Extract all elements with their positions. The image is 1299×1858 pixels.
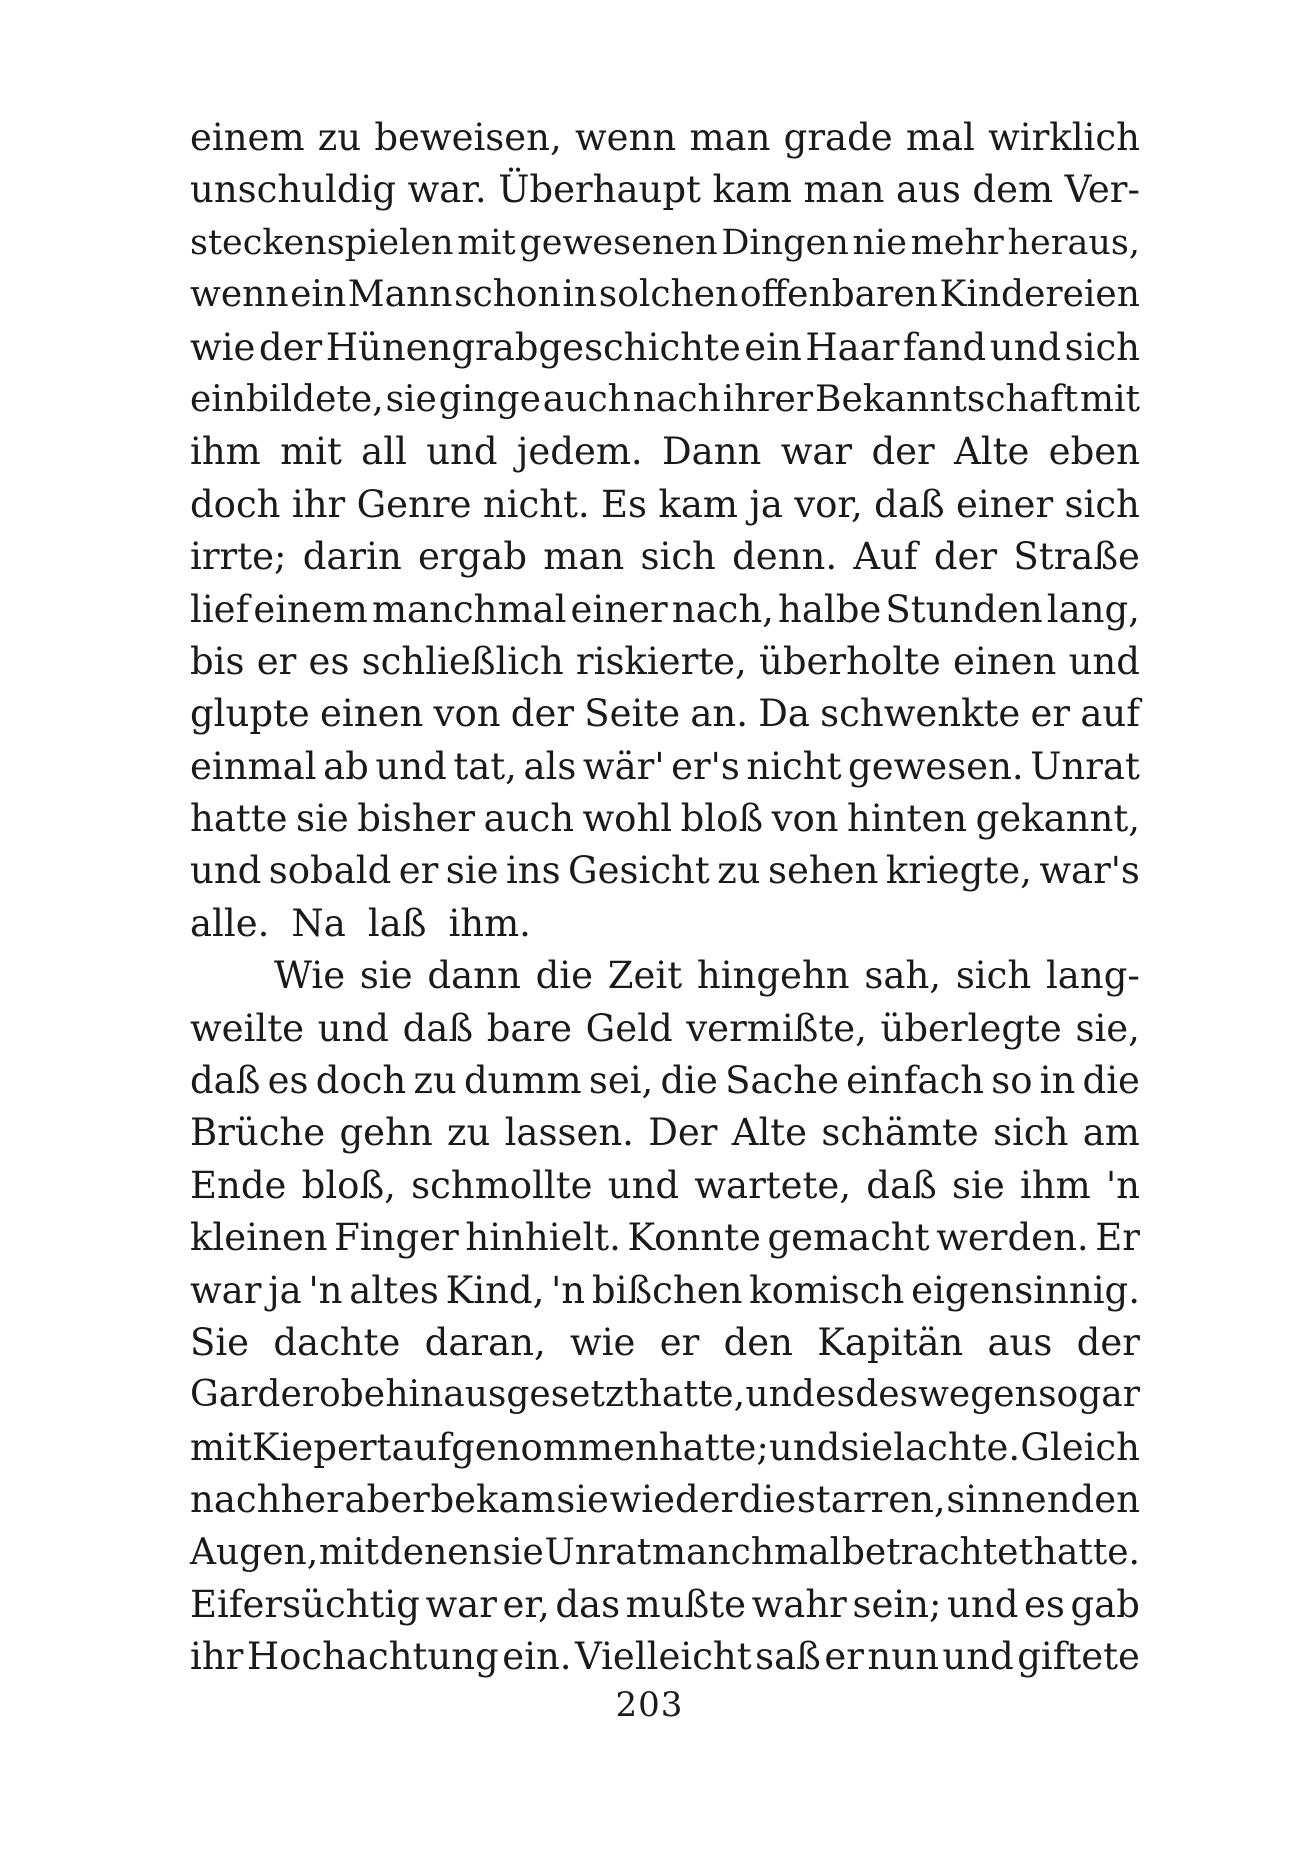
word: sich <box>955 954 1032 998</box>
word: schon <box>454 274 561 316</box>
word: ja <box>268 1268 302 1312</box>
word: war. <box>407 168 487 212</box>
word: mit <box>318 1531 380 1573</box>
word: tat, <box>453 744 517 788</box>
word: irrte; <box>190 535 287 579</box>
word: Bekanntschaft <box>814 378 1078 420</box>
text-line <box>190 898 1140 950</box>
word: all <box>361 430 407 474</box>
word: sobald <box>268 849 392 893</box>
word: lang, <box>1046 587 1140 631</box>
word: einer <box>955 482 1054 526</box>
word: gewesen. <box>848 744 1024 788</box>
text-line <box>190 426 1140 478</box>
word: wohl <box>582 797 673 841</box>
word: an. <box>690 692 748 736</box>
word: dumm <box>463 1059 582 1103</box>
word: offenbaren <box>739 274 938 316</box>
word: grade <box>783 116 893 159</box>
word: Der <box>648 1111 718 1155</box>
word: und <box>942 1635 1014 1679</box>
word: es <box>1023 1582 1065 1626</box>
word: Dann <box>662 430 762 474</box>
word: wie <box>190 325 256 369</box>
word: halbe <box>778 587 882 631</box>
word: wartete, <box>694 1163 852 1207</box>
word: sei, <box>588 1059 654 1103</box>
word: laß <box>367 901 427 945</box>
word: zu <box>446 1111 491 1155</box>
word: die <box>660 1059 718 1103</box>
word: nun <box>867 1635 939 1679</box>
text-line <box>190 164 1140 216</box>
word: ihrer <box>722 378 814 420</box>
word: es <box>267 1059 309 1103</box>
text-line <box>190 1055 1140 1107</box>
word: sie <box>952 1163 1005 1207</box>
word: gab <box>1070 1582 1140 1626</box>
word: ginge <box>438 378 541 420</box>
word: wenn <box>575 116 677 159</box>
word: er <box>824 1635 864 1679</box>
text-line <box>190 112 1140 164</box>
word: betrachtet <box>841 1531 1033 1573</box>
word: 'n <box>308 1268 343 1312</box>
word: und <box>768 1425 841 1469</box>
word: wie <box>570 1320 636 1364</box>
word: sie <box>556 1478 609 1522</box>
word: Augen, <box>190 1531 319 1573</box>
word: ihm. <box>448 901 531 945</box>
word: bekam <box>430 1478 556 1522</box>
word: denn. <box>732 535 838 579</box>
word: so <box>991 1059 1033 1103</box>
word: der <box>933 535 998 579</box>
word: wenn <box>190 274 289 316</box>
word: Geld <box>585 1006 673 1050</box>
word: doch <box>190 482 281 526</box>
word: Sache <box>725 1059 839 1103</box>
word: er <box>659 1320 700 1364</box>
word: Vielleicht <box>575 1635 752 1679</box>
text-line <box>190 1579 1140 1631</box>
word: daß <box>190 1059 261 1103</box>
word: ein <box>744 325 802 369</box>
word: man <box>543 535 625 579</box>
word: war <box>425 1582 497 1626</box>
word: der <box>871 430 935 474</box>
word: und <box>989 325 1062 369</box>
word: heraus, <box>1007 222 1140 263</box>
word: jedem. <box>516 430 643 474</box>
word: ab <box>323 744 369 788</box>
word: zu <box>317 116 362 159</box>
word: sinnenden <box>946 1478 1140 1522</box>
word: bloß, <box>301 1163 396 1207</box>
text-line <box>190 374 1140 426</box>
word: ein. <box>502 1635 572 1679</box>
word: Garderobe <box>190 1374 386 1416</box>
word: der <box>510 692 575 736</box>
word: schwenkte <box>820 692 1021 736</box>
word: 'n <box>551 1268 586 1312</box>
text-line <box>190 269 1140 321</box>
word: auch <box>542 378 631 420</box>
word: wahr <box>751 1582 847 1626</box>
text-line <box>190 1317 1140 1369</box>
word: doch <box>315 1059 407 1103</box>
word: einen <box>320 692 424 736</box>
word: sich <box>993 1111 1069 1155</box>
word: auch <box>483 797 575 841</box>
word: kam <box>658 482 738 526</box>
text-line <box>190 1107 1140 1159</box>
word: Brüche <box>190 1111 326 1155</box>
word: mit <box>280 430 342 474</box>
word: nicht <box>746 744 842 788</box>
word: sich <box>1064 482 1140 526</box>
word: lachte. <box>893 1425 1021 1469</box>
word: Eifersüchtig <box>190 1582 420 1626</box>
word: ins <box>505 849 561 893</box>
word: einem <box>253 587 368 631</box>
word: Hochachtung <box>246 1635 499 1679</box>
word: gekannt, <box>975 797 1140 841</box>
word: Wie <box>274 954 346 998</box>
word: eigensinnig. <box>911 1268 1140 1312</box>
word: lassen. <box>504 1111 634 1155</box>
word: sie <box>359 954 413 998</box>
word: sie, <box>1075 1006 1140 1050</box>
word: einem <box>190 116 305 159</box>
word: Haar <box>805 325 900 369</box>
page-number: 203 <box>615 1685 684 1725</box>
text-line <box>190 217 1140 269</box>
word: Kiepert <box>251 1425 392 1469</box>
word: mit <box>457 222 516 263</box>
word: ein <box>290 274 347 316</box>
word: gehn <box>339 1111 433 1155</box>
word: dann <box>427 954 521 998</box>
word: lang- <box>1045 954 1140 998</box>
word: bis <box>190 639 245 683</box>
word: überholte <box>759 639 941 683</box>
text-line <box>190 531 1140 583</box>
word: die <box>738 1478 797 1522</box>
word: nach, <box>671 587 774 631</box>
word: hingehn <box>696 954 850 998</box>
word: daß <box>874 482 945 526</box>
word: Hünengrabgeschichte <box>325 325 741 369</box>
word: daß <box>402 1006 474 1050</box>
word: sie <box>492 1531 544 1573</box>
word: sah, <box>864 954 942 998</box>
word: sogar <box>1038 1374 1140 1416</box>
word: Ende <box>190 1163 287 1207</box>
word: nicht. <box>482 482 590 526</box>
word: Dingen <box>721 222 849 263</box>
word: ihm <box>190 430 261 474</box>
word: Genre <box>356 482 472 526</box>
word: deswegen <box>855 1374 1038 1416</box>
word: ihr <box>291 482 346 526</box>
word: hatte; <box>658 1425 769 1469</box>
word: giftete <box>1017 1635 1140 1679</box>
text-line <box>190 793 1140 845</box>
word: einmal <box>190 744 317 788</box>
word: Auf <box>853 535 918 579</box>
word: Da <box>758 692 810 736</box>
word: einen <box>953 639 1057 683</box>
word: Straße <box>1013 535 1140 579</box>
word: steckenspielen <box>190 222 454 263</box>
word: war's <box>1039 849 1140 893</box>
text-line <box>190 950 1140 1002</box>
word: den <box>723 1320 793 1364</box>
word: einfach <box>846 1059 985 1103</box>
text-line <box>190 1422 1140 1474</box>
word: er <box>1030 692 1071 736</box>
word: man <box>803 168 885 212</box>
word: Gleich <box>1020 1425 1140 1469</box>
word: 'n <box>1105 1163 1140 1207</box>
text-line <box>190 322 1140 374</box>
word: und <box>317 1006 389 1050</box>
word: riskierte, <box>575 639 747 683</box>
word: ergab <box>418 535 528 579</box>
word: mit <box>1079 378 1140 420</box>
word: war <box>190 1268 262 1312</box>
word: von <box>771 797 839 841</box>
word: als <box>523 744 577 788</box>
word: Sie <box>190 1320 250 1364</box>
word: auf <box>1080 692 1140 736</box>
word: und <box>607 1163 680 1207</box>
word: Es <box>601 482 648 526</box>
word: und <box>190 849 262 893</box>
word: wieder <box>609 1478 739 1522</box>
word: denen <box>379 1531 492 1573</box>
word: nachher <box>190 1478 344 1522</box>
word: wär' <box>582 744 665 788</box>
word: zu <box>413 1059 457 1103</box>
word: solchen <box>598 274 739 316</box>
text-line <box>190 1527 1140 1579</box>
word: Na <box>291 901 346 945</box>
word: kam <box>712 168 793 212</box>
word: Gesicht <box>568 849 710 893</box>
word: von <box>433 692 501 736</box>
word: ihr <box>190 1635 244 1679</box>
word: Unrat <box>1030 744 1140 788</box>
text-line <box>190 845 1140 897</box>
word: aufgenommen <box>391 1425 659 1469</box>
word: zu <box>717 849 761 893</box>
word: und <box>375 744 447 788</box>
word: aber <box>344 1478 430 1522</box>
word: sie <box>840 1425 894 1469</box>
text-line <box>190 479 1140 531</box>
word: er <box>256 639 297 683</box>
word: weilte <box>190 1006 304 1050</box>
word: Er <box>1095 1216 1140 1260</box>
word: ihm <box>1019 1163 1091 1207</box>
word: schließlich <box>361 639 564 683</box>
word: Kindereien <box>939 274 1140 316</box>
text-line <box>190 1003 1140 1055</box>
word: hatte. <box>1033 1531 1140 1573</box>
word: gemacht <box>767 1216 930 1260</box>
word: sie <box>445 849 499 893</box>
word: Kind, <box>445 1268 545 1312</box>
word: der <box>1076 1320 1140 1364</box>
word: aus <box>896 168 961 212</box>
word: der <box>258 325 323 369</box>
word: sie <box>296 797 349 841</box>
word: einbildete, <box>190 378 384 420</box>
text-line <box>190 1265 1140 1317</box>
word: komisch <box>749 1268 905 1312</box>
word: Mann <box>347 274 453 316</box>
word: Ver- <box>1064 168 1140 212</box>
word: nie <box>852 222 907 263</box>
word: Stunden <box>885 587 1043 631</box>
word: mit <box>190 1425 252 1469</box>
word: vor, <box>794 482 863 526</box>
word: Unrat <box>544 1531 652 1573</box>
word: man <box>689 116 771 159</box>
word: mal <box>905 116 975 159</box>
text-line <box>190 584 1140 636</box>
text-line <box>190 636 1140 688</box>
word: hatte <box>190 797 288 841</box>
word: Kapitän <box>817 1320 964 1364</box>
word: überlegte <box>880 1006 1062 1050</box>
word: dachte <box>273 1320 401 1364</box>
word: Finger <box>334 1216 459 1260</box>
word: eben <box>1048 430 1140 474</box>
word: die <box>1082 1059 1140 1103</box>
word: bloß <box>680 797 764 841</box>
word: schämte <box>821 1111 979 1155</box>
word: lief <box>190 587 250 631</box>
word: aus <box>987 1320 1053 1364</box>
word: vermißte, <box>686 1006 867 1050</box>
word: manchmal <box>651 1531 842 1573</box>
word: Zeit <box>607 954 683 998</box>
word: hinten <box>847 797 968 841</box>
text-line <box>190 1631 1140 1683</box>
word: in <box>1039 1059 1076 1103</box>
word: Alte <box>954 430 1030 474</box>
word: darin <box>302 535 402 579</box>
word: daran, <box>424 1320 546 1364</box>
word: hinausgesetzt <box>385 1374 639 1416</box>
word: sich <box>1064 325 1140 369</box>
text-line <box>190 741 1140 793</box>
word: einer <box>570 587 668 631</box>
word: kleinen <box>190 1216 328 1260</box>
word: und <box>745 1374 815 1416</box>
word: bare <box>486 1006 573 1050</box>
word: am <box>1082 1111 1140 1155</box>
word: das <box>555 1582 621 1626</box>
text-line <box>190 1369 1140 1421</box>
word: beweisen, <box>374 116 562 159</box>
word: hinhielt. <box>465 1216 621 1260</box>
word: und <box>426 430 498 474</box>
word: ja <box>749 482 783 526</box>
word: er, <box>502 1582 550 1626</box>
word: Seite <box>584 692 681 736</box>
word: mehr <box>910 222 1004 263</box>
word: gewesenen <box>519 222 718 263</box>
word: mußte <box>625 1582 747 1626</box>
word: er's <box>671 744 740 788</box>
word: Alte <box>731 1111 808 1155</box>
word: er <box>398 849 439 893</box>
word: sich <box>640 535 716 579</box>
word: die <box>535 954 593 998</box>
word: sie <box>385 378 437 420</box>
word: Überhaupt <box>498 168 701 212</box>
text-line <box>190 1212 1140 1264</box>
word: sein; <box>852 1582 942 1626</box>
word: starren, <box>796 1478 946 1522</box>
word: bisher <box>357 797 476 841</box>
word: und <box>1068 639 1140 683</box>
word: nach <box>632 378 721 420</box>
word: alle. <box>190 901 270 945</box>
text-line <box>190 1160 1140 1212</box>
word: fand <box>902 325 987 369</box>
word: war <box>780 430 853 474</box>
word: es <box>815 1374 855 1416</box>
word: sehen <box>767 849 879 893</box>
word: daß <box>866 1163 937 1207</box>
word: und <box>947 1582 1019 1626</box>
word: werden. <box>936 1216 1089 1260</box>
word: manchmal <box>371 587 567 631</box>
word: Konnte <box>627 1216 761 1260</box>
text-line <box>190 1474 1140 1526</box>
word: wirklich <box>988 116 1140 159</box>
word: altes <box>349 1268 439 1312</box>
word: in <box>562 274 598 316</box>
word: bißchen <box>591 1268 743 1312</box>
text-line <box>190 688 1140 740</box>
word: hatte, <box>638 1374 746 1416</box>
word: dem <box>972 168 1054 212</box>
word: kriegte, <box>885 849 1032 893</box>
body-text <box>190 112 1140 1684</box>
word: saß <box>755 1635 821 1679</box>
word: schmollte <box>411 1163 593 1207</box>
word: es <box>308 639 350 683</box>
word: glupte <box>190 692 310 736</box>
word: unschuldig <box>190 168 397 212</box>
